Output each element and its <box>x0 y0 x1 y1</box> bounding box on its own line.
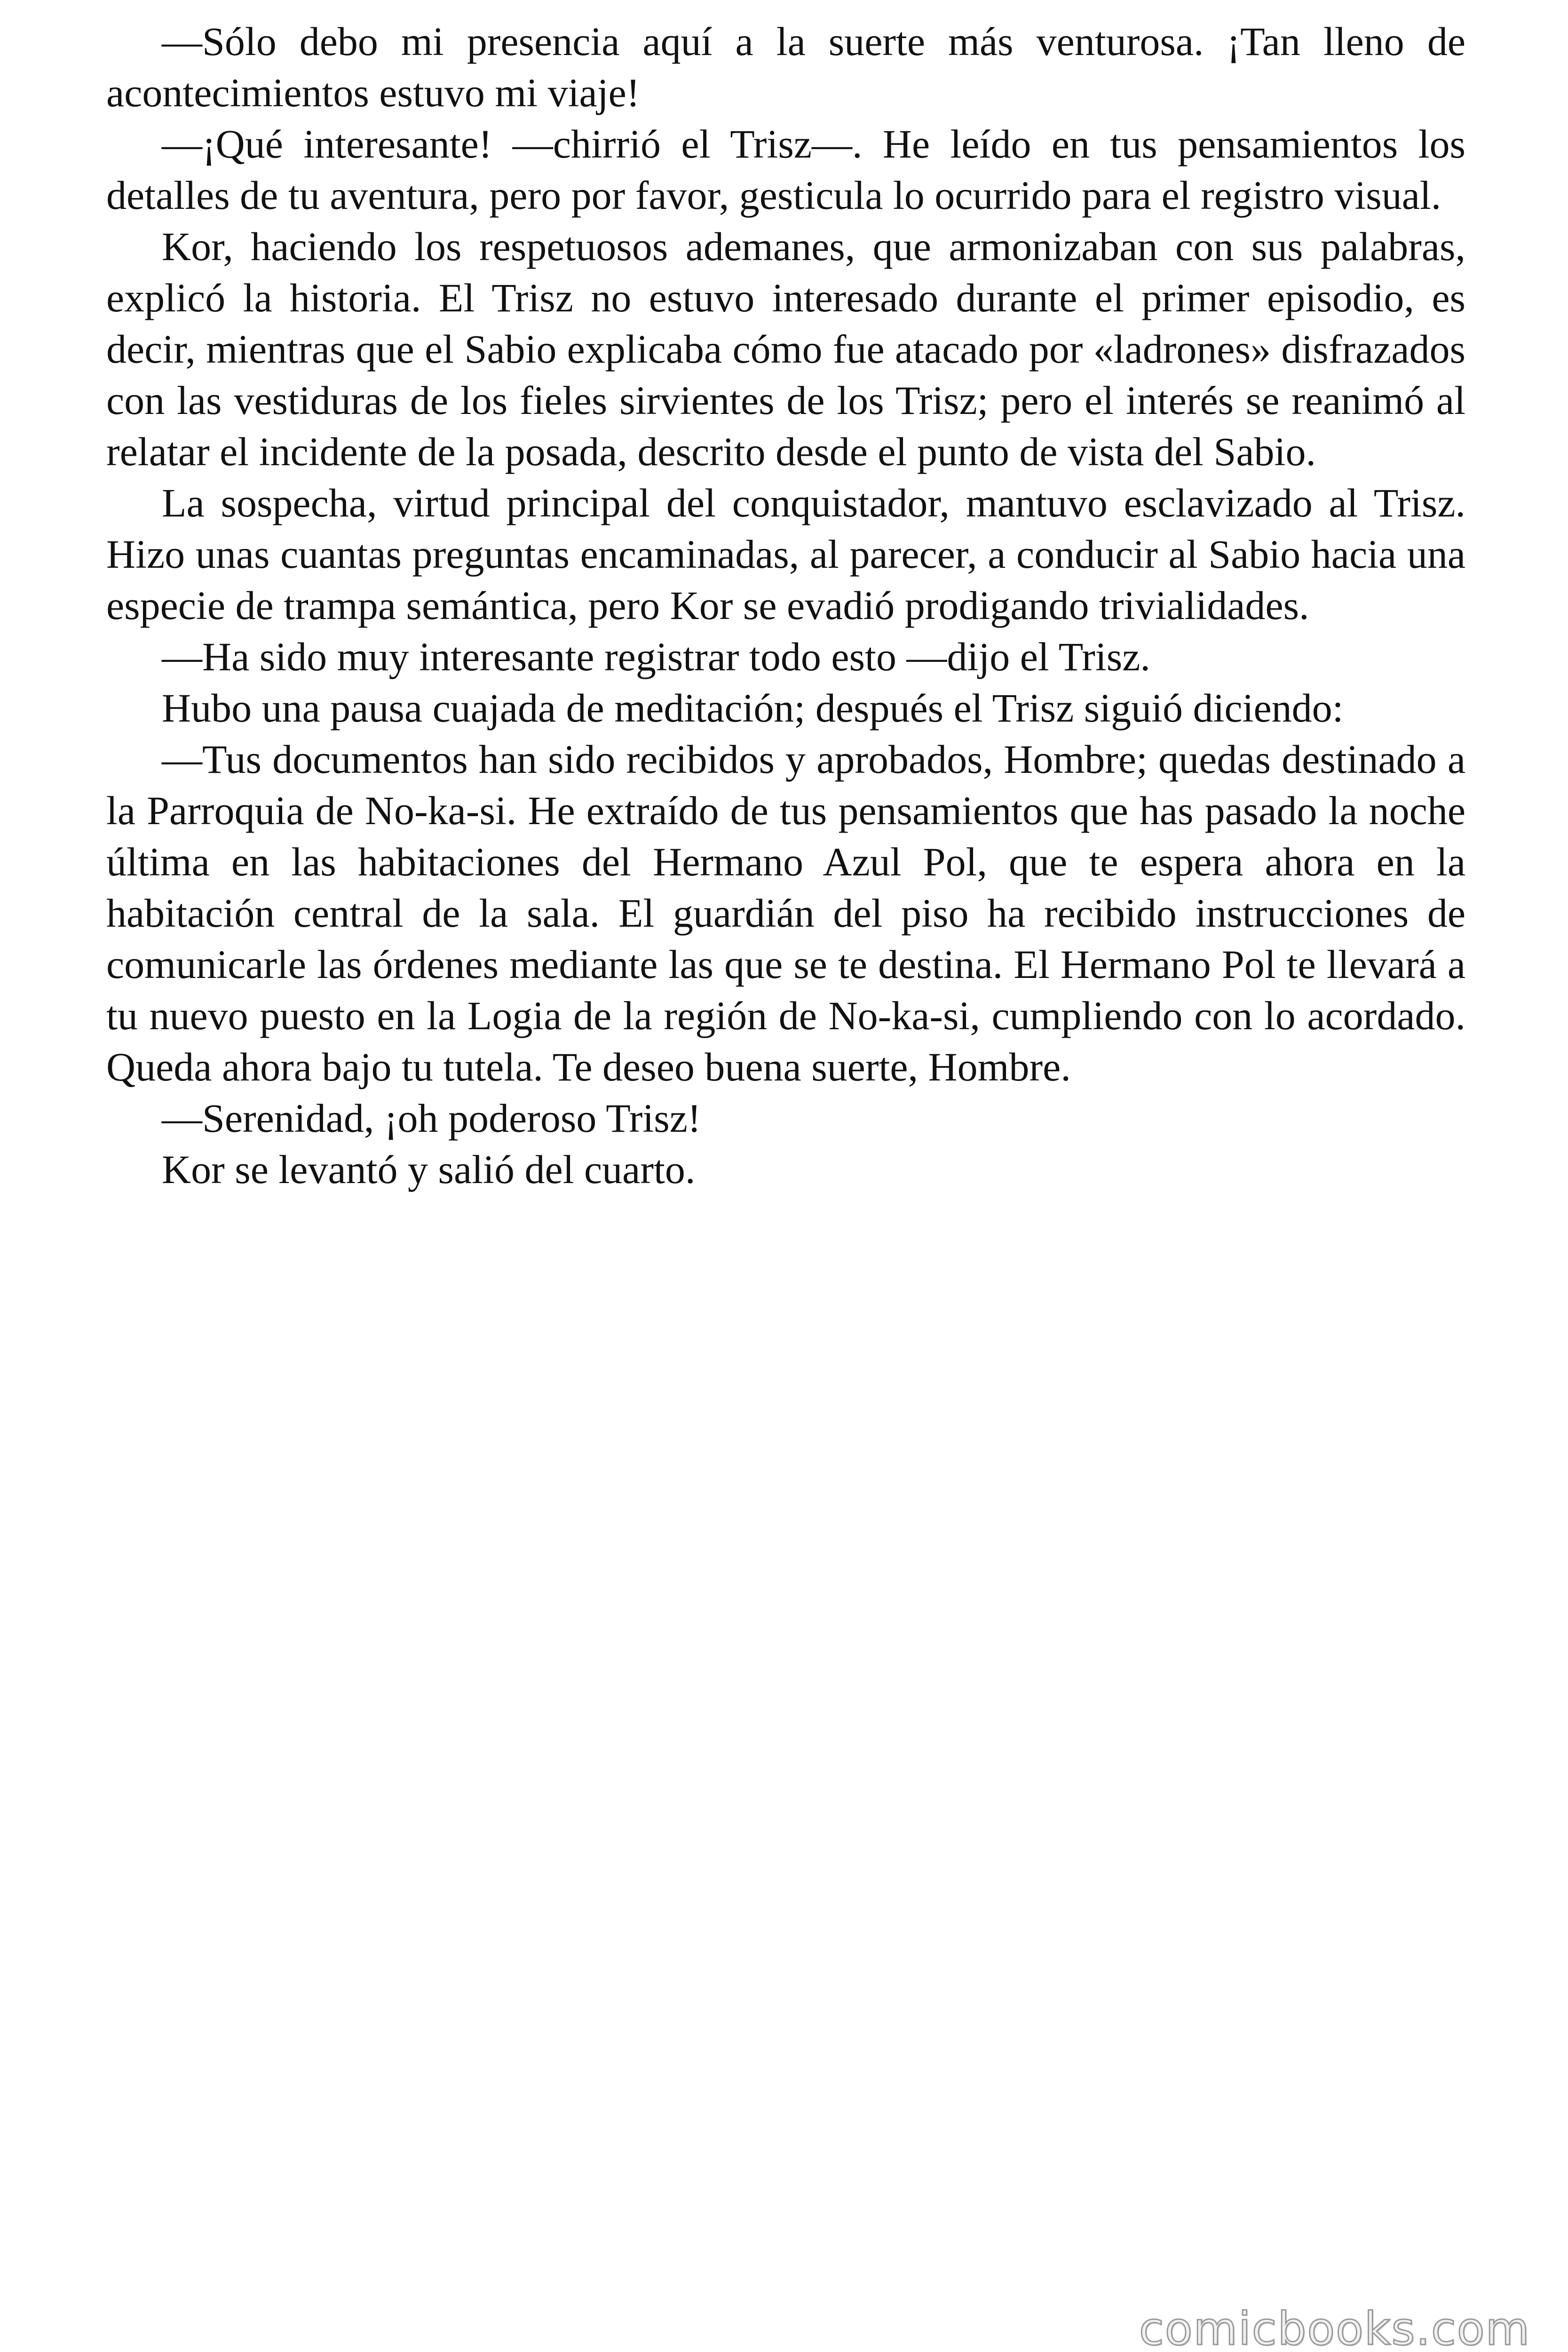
paragraph-9: Kor se levantó y salió del cuarto. <box>162 1147 696 1192</box>
paragraph-4: La sospecha, virtud principal del conquistador, mantuvo esclavizado al Trisz. Hizo unas cuantas preguntas encaminadas, al parecer, a conducir al Sabio hacia una especie de trampa semántica, pero Kor se evadió prodigando trivialidades. <box>106 480 1465 628</box>
paragraph-7: —Tus documentos han sido recibidos y aprobados, Hombre; quedas destinado a la Parroquia de No-ka-si. He extraído de tus pensamientos que has pasado la noche última en las habitaciones del Hermano Azul Pol, que te espera ahora en la habitación central de la sala. El guardián del piso ha recibido instrucciones de comunicarle las órdenes mediante las que se te destina. El Hermano Pol te llevará a tu nuevo puesto en la Logia de la región de No-ka-si, cumpliendo con lo acordado. Queda ahora bajo tu tutela. Te deseo buena suerte, Hombre. <box>106 737 1465 1089</box>
paragraph-8: —Serenidad, ¡oh poderoso Trisz! <box>162 1096 701 1141</box>
paragraph-6: Hubo una pausa cuajada de meditación; después el Trisz siguió diciendo: <box>162 685 1344 731</box>
paragraph-1: —Sólo debo mi presencia aquí a la suerte más venturosa. ¡Tan lleno de acontecimientos estuvo mi viaje! <box>106 19 1465 115</box>
watermark: comicbooks.com <box>1139 2303 1530 2352</box>
paragraph-3: Kor, haciendo los respetuosos ademanes, que armonizaban con sus palabras, explicó la historia. El Trisz no estuvo interesado durante el primer episodio, es decir, mientras que el Sabio explicaba cómo fue atacado por «ladrones» disfrazados con las vestiduras de los fieles sirvientes de los Trisz; pero el interés se reanimó al relatar el incidente de la posada, descrito desde el punto de vista del Sabio. <box>106 224 1465 474</box>
paragraph-2: —¡Qué interesante! —chirrió el Trisz—. He leído en tus pensamientos los detalles de tu aventura, pero por favor, gesticula lo ocurrido para el registro visual. <box>106 121 1465 218</box>
body-text <box>106 16 1465 1195</box>
paragraph-5: —Ha sido muy interesante registrar todo esto —dijo el Trisz. <box>162 634 1150 679</box>
